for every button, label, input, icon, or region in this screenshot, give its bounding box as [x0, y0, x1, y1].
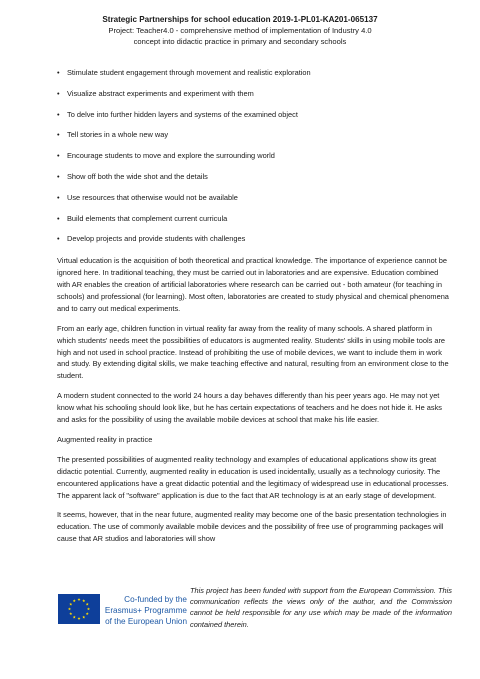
bullet-icon: • — [57, 68, 60, 77]
bullet-icon: • — [57, 234, 60, 244]
section-heading: Augmented reality in practice — [57, 434, 153, 444]
benefits-list — [57, 68, 449, 243]
project-subtitle-line1: Project: Teacher4.0 - comprehensive method of implementation of Industry 4.0 — [108, 26, 372, 35]
funding-disclaimer: This project has been funded with support from the European Commission. This communication reflects the views only of the author, and the Commission cannot be held responsible for any use which may be made of the information contained therein. — [190, 586, 452, 629]
paragraph-modern-student: A modern student connected to the world 24 hours a day behaves differently than his peer years ago. He may not yet know what his schooling should look like, but he has certain expectations of teachers and he does not hide it. He asks and asks for the possibility of using the available mobile devices at school that make his life easier. — [57, 391, 442, 425]
document-body — [57, 68, 449, 553]
bullet-icon: • — [57, 88, 60, 98]
bullet-icon: • — [57, 171, 60, 181]
bullet-icon: • — [57, 213, 60, 223]
paragraph-presented-possibilities: The presented possibilities of augmented reality technology and examples of educational applications show its great didactic potential. Currently, augmented reality in education is used incidentally, usually as a technology curiosity. The encountered applications have a great didactic potential and the legitimacy of widespread use in educational processes. The apparent lack of "software" application is due to the fact that AR technology is at an early stage of development. — [57, 454, 449, 500]
project-subtitle-line2: concept into didactic practice in primary and secondary schools — [133, 37, 347, 46]
list-item: • Tell stories in a whole new way — [57, 130, 169, 140]
list-item: • Show off both the wide shot and the details — [57, 171, 208, 181]
list-item: • Visualize abstract experiments and experiment with them — [57, 88, 254, 98]
list-item: • Stimulate student engagement through movement and realistic exploration — [57, 68, 311, 77]
cofunded-label: Co-funded by the Erasmus+ Programme of the European Union — [104, 595, 187, 626]
eu-flag-icon — [58, 594, 100, 624]
list-item: • To delve into further hidden layers and systems of the examined object — [57, 109, 298, 119]
paragraph-virtual-education: Virtual education is the acquisition of both theoretical and practical knowledge. The importance of experience cannot be ignored here. In traditional teaching, they must be carried out in laboratories and are expensive. Education combined with AR enables the creation of artificial laboratories where research can be carried out - both amateur (for teaching in schools) and professional (for learning). Most often, laboratories are created to study physical and chemical phenomena and to carry out medical experiments. — [57, 256, 449, 313]
bullet-icon: • — [57, 109, 60, 119]
page-header — [0, 14, 480, 47]
list-item: • Develop projects and provide students with challenges — [57, 234, 246, 244]
paragraph-early-age: From an early age, children function in virtual reality far away from the reality of many schools. A shared platform in which students' needs meet the possibilities of educators is augmented reality. Students' skills in using mobile tools are high and not used in school practice. Instead of prohibiting the use of mobile devices, we want to include them in work and study. By extending digital skills, we make teaching effective and natural, resulting from an environment close to the student. — [57, 323, 449, 381]
document-title: Strategic Partnerships for school education 2019-1-PL01-KA201-065137 — [102, 15, 378, 24]
list-item: • Encourage students to move and explore the surrounding world — [57, 151, 275, 161]
bullet-icon: • — [57, 151, 60, 161]
paragraph-near-future: It seems, however, that in the near future, augmented reality may become one of the basic presentation technologies in education. The use of commonly available mobile devices and the possibility of free use of programming packages will cause that AR studios and laboratories will show — [57, 510, 447, 544]
list-item: • Build elements that complement current curricula — [57, 213, 228, 223]
bullet-icon: • — [57, 130, 60, 140]
list-item: • Use resources that otherwise would not be available — [57, 192, 238, 202]
page-footer — [0, 583, 480, 643]
bullet-icon: • — [57, 192, 60, 202]
